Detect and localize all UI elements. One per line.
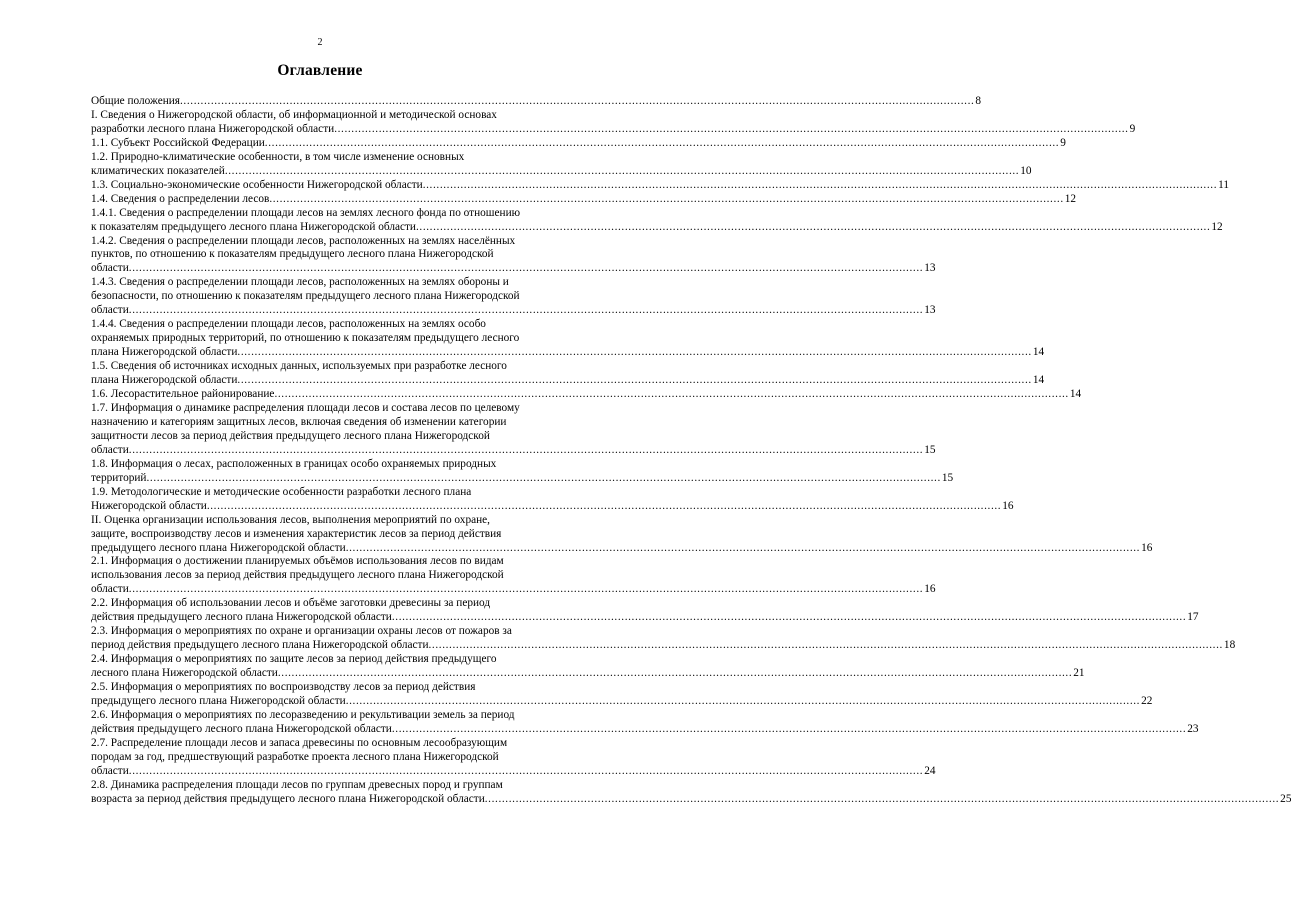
toc-entry[interactable] xyxy=(91,206,1223,235)
toc-page-number: 14 xyxy=(1069,388,1082,401)
toc-entry[interactable] xyxy=(91,401,936,458)
toc-entry-text: 1.1. Субъект Российской Федерации xyxy=(91,136,265,149)
dot-leader xyxy=(278,667,1072,681)
dot-leader xyxy=(237,374,1031,388)
toc-entry[interactable] xyxy=(91,276,936,318)
toc-page-number: 18 xyxy=(1223,639,1236,652)
dot-leader xyxy=(129,262,923,276)
dot-leader xyxy=(129,765,923,779)
toc-page-number: 22 xyxy=(1141,694,1153,707)
toc-page-number: 21 xyxy=(1073,667,1085,680)
toc-page-number: 10 xyxy=(1020,164,1032,177)
toc-entry-text: безопасности, по отношению к показателям предыдущего лесного плана Нижегородской xyxy=(91,290,520,303)
toc-entry-text: действия предыдущего лесного плана Нижегородской области xyxy=(91,611,392,624)
toc-entry-text: использования лесов за период действия предыдущего лесного плана Нижегородской xyxy=(91,569,504,582)
toc-entry-text: климатических показателей xyxy=(91,164,225,177)
toc-entry[interactable] xyxy=(91,457,954,486)
toc-entry-text: Нижегородской области xyxy=(91,499,207,512)
toc-entry-text: лесного плана Нижегородской области xyxy=(91,667,278,680)
toc-entry-text: Общие положения xyxy=(91,95,180,107)
toc-entry-text: 2.5. Информация о мероприятиях по воспроизводству лесов за период действия xyxy=(91,681,476,694)
toc-entry[interactable] xyxy=(91,485,1014,514)
toc-entry-text: пунктов, по отношению к показателям предыдущего лесного плана Нижегородской xyxy=(91,248,494,261)
toc-entry[interactable] xyxy=(91,555,936,597)
toc-entry-text: 1.8. Информация о лесах, расположенных в границах особо охраняемых природных xyxy=(91,457,497,470)
toc-entry-text: 1.6. Лесорастительное районирование xyxy=(91,388,275,401)
dot-leader xyxy=(429,639,1223,653)
dot-leader xyxy=(129,304,923,318)
toc-page-number: 16 xyxy=(1002,499,1014,512)
toc-page-number: 8 xyxy=(975,95,982,107)
dot-leader xyxy=(265,137,1059,151)
toc-entry-text: плана Нижегородской области xyxy=(91,346,238,359)
toc-entry-text: 2.6. Информация о мероприятиях по лесоразведению и рекультивации земель за период xyxy=(91,708,515,721)
toc-entry-text: области xyxy=(91,262,129,275)
toc-entry-text: 2.4. Информация о мероприятиях по защите лесов за период действия предыдущего xyxy=(91,653,497,666)
toc-entry-text: к показателям предыдущего лесного плана Нижегородской области xyxy=(91,220,416,233)
toc-entry-text: 1.4.2. Сведения о распределении площади лесов, расположенных на землях населённых xyxy=(91,234,516,247)
toc-entry-text: предыдущего лесного плана Нижегородской области xyxy=(91,541,346,554)
toc-entry-text: разработки лесного плана Нижегородской области xyxy=(91,122,335,135)
toc-entry[interactable] xyxy=(91,108,1136,137)
dot-leader xyxy=(207,500,1001,514)
toc-entry[interactable] xyxy=(91,708,1199,737)
toc-entry[interactable] xyxy=(91,681,1153,709)
toc-entry-text: охраняемых природных территорий, по отношению к показателям предыдущего лесного xyxy=(91,332,520,345)
toc-page-number: 24 xyxy=(924,764,936,777)
dot-leader xyxy=(392,723,1186,737)
dot-leader xyxy=(237,346,1031,360)
toc-entry-text: области xyxy=(91,764,129,777)
toc-entry-text: 1.3. Социально-экономические особенности Нижегородской области xyxy=(91,178,423,191)
toc-entry[interactable] xyxy=(91,388,1082,402)
toc-page-number: 16 xyxy=(1141,541,1153,554)
toc-entry-text: II. Оценка организации использования лесов, выполнения мероприятий по охране, xyxy=(91,513,490,526)
toc-entry-text: действия предыдущего лесного плана Нижегородской области xyxy=(91,722,392,735)
dot-leader xyxy=(392,611,1186,625)
dot-leader xyxy=(485,793,1279,807)
toc-entry-text: породам за год, предшествующий разработке проекта лесного плана Нижегородской xyxy=(91,750,499,763)
toc-entry[interactable] xyxy=(91,318,1045,360)
dot-leader xyxy=(346,542,1140,556)
toc-entry[interactable] xyxy=(91,360,1045,388)
dot-leader xyxy=(180,95,974,109)
toc-entry-text: предыдущего лесного плана Нижегородской области xyxy=(91,694,346,707)
dot-leader xyxy=(146,472,940,486)
page-title: Оглавление xyxy=(277,62,363,79)
dot-leader xyxy=(423,179,1217,193)
toc-entry-text: плана Нижегородской области xyxy=(91,374,238,387)
toc-entry-text: области xyxy=(91,443,129,456)
toc-page-number: 14 xyxy=(1032,374,1045,387)
toc-entry[interactable] xyxy=(91,95,982,109)
toc-entry[interactable] xyxy=(91,192,1077,207)
toc-page-number: 16 xyxy=(924,583,936,596)
dot-leader xyxy=(346,695,1140,709)
toc-entry-text: 2.8. Динамика распределения площади лесов по группам древесных пород и группам xyxy=(91,778,503,791)
toc-entry-text: защитности лесов за период действия предыдущего лесного плана Нижегородской xyxy=(91,429,490,442)
toc-entry[interactable] xyxy=(91,653,1085,681)
dot-leader xyxy=(129,444,923,458)
dot-leader xyxy=(274,388,1068,402)
toc-entry-text: 1.2. Природно-климатические особенности, в том числе изменение основных xyxy=(91,150,465,163)
toc-entry-text: территорий xyxy=(91,471,147,484)
toc-page-number: 14 xyxy=(1032,346,1045,359)
dot-leader xyxy=(416,221,1210,235)
toc-entry[interactable] xyxy=(91,150,1032,179)
toc-entry-text: 1.4.3. Сведения о распределении площади лесов, расположенных на землях обороны и xyxy=(91,276,509,289)
toc-page-number: 9 xyxy=(1060,136,1066,149)
toc-entry[interactable] xyxy=(91,513,1153,556)
page-number: 2 xyxy=(317,37,323,48)
toc-entry-text: период действия предыдущего лесного плана Нижегородской области xyxy=(91,639,429,652)
toc-page-number: 11 xyxy=(1218,178,1230,191)
toc-entry-text: 1.4. Сведения о распределении лесов xyxy=(91,192,270,205)
toc-entry-text: 2.1. Информация о достижении планируемых объёмов использования лесов по видам xyxy=(91,555,504,568)
toc-entry-text: области xyxy=(91,304,129,317)
dot-leader xyxy=(129,583,923,597)
toc-entry[interactable] xyxy=(91,625,1236,653)
dot-leader xyxy=(269,193,1063,207)
toc-page-number: 15 xyxy=(924,443,936,456)
toc-page-number: 25 xyxy=(1280,792,1291,805)
table-of-contents xyxy=(91,95,1291,807)
toc-page-number: 12 xyxy=(1211,220,1223,233)
toc-entry-text: 2.7. Распределение площади лесов и запаса древесины по основным лесообразующим xyxy=(91,736,508,749)
toc-entry-text: 1.7. Информация о динамике распределения площади лесов и состава лесов по целевому xyxy=(91,401,520,414)
toc-entry[interactable] xyxy=(91,234,936,277)
toc-entry-text: I. Сведения о Нижегородской области, об информационной и методической основах xyxy=(91,108,497,121)
toc-entry[interactable] xyxy=(91,736,936,779)
toc-page-number: 12 xyxy=(1064,192,1077,205)
toc-entry-text: 1.4.4. Сведения о распределении площади лесов, расположенных на землях особо xyxy=(91,318,486,331)
toc-entry[interactable] xyxy=(91,178,1230,193)
toc-page-number: 9 xyxy=(1129,122,1136,135)
toc-entry[interactable] xyxy=(91,778,1291,807)
toc-entry-text: области xyxy=(91,583,129,596)
toc-entry[interactable] xyxy=(91,136,1066,151)
toc-entry-text: возраста за период действия предыдущего лесного плана Нижегородской области xyxy=(91,792,485,805)
toc-page-number: 23 xyxy=(1187,722,1199,735)
toc-entry-text: защите, воспроизводству лесов и изменения характеристик лесов за период действия xyxy=(91,527,502,540)
toc-entry[interactable] xyxy=(91,597,1199,625)
toc-page-number: 13 xyxy=(924,262,936,275)
toc-entry-text: 2.2. Информация об использовании лесов и объёме заготовки древесины за период xyxy=(91,597,491,610)
toc-entry-text: назначению и категориям защитных лесов, включая сведения об изменении категории xyxy=(91,415,507,428)
toc-entry-text: 1.9. Методологические и методические особенности разработки лесного плана xyxy=(91,485,472,498)
toc-entry-text: 1.4.1. Сведения о распределении площади лесов на землях лесного фонда по отношению xyxy=(91,206,521,219)
toc-page-number: 13 xyxy=(924,304,936,317)
toc-entry-text: 1.5. Сведения об источниках исходных данных, используемых при разработке лесного xyxy=(91,360,507,373)
dot-leader xyxy=(334,123,1128,137)
toc-entry-text: 2.3. Информация о мероприятиях по охране и организации охраны лесов от пожаров за xyxy=(91,625,512,638)
toc-page-number: 17 xyxy=(1187,611,1199,624)
toc-page-number: 15 xyxy=(941,471,954,484)
dot-leader xyxy=(225,165,1019,179)
